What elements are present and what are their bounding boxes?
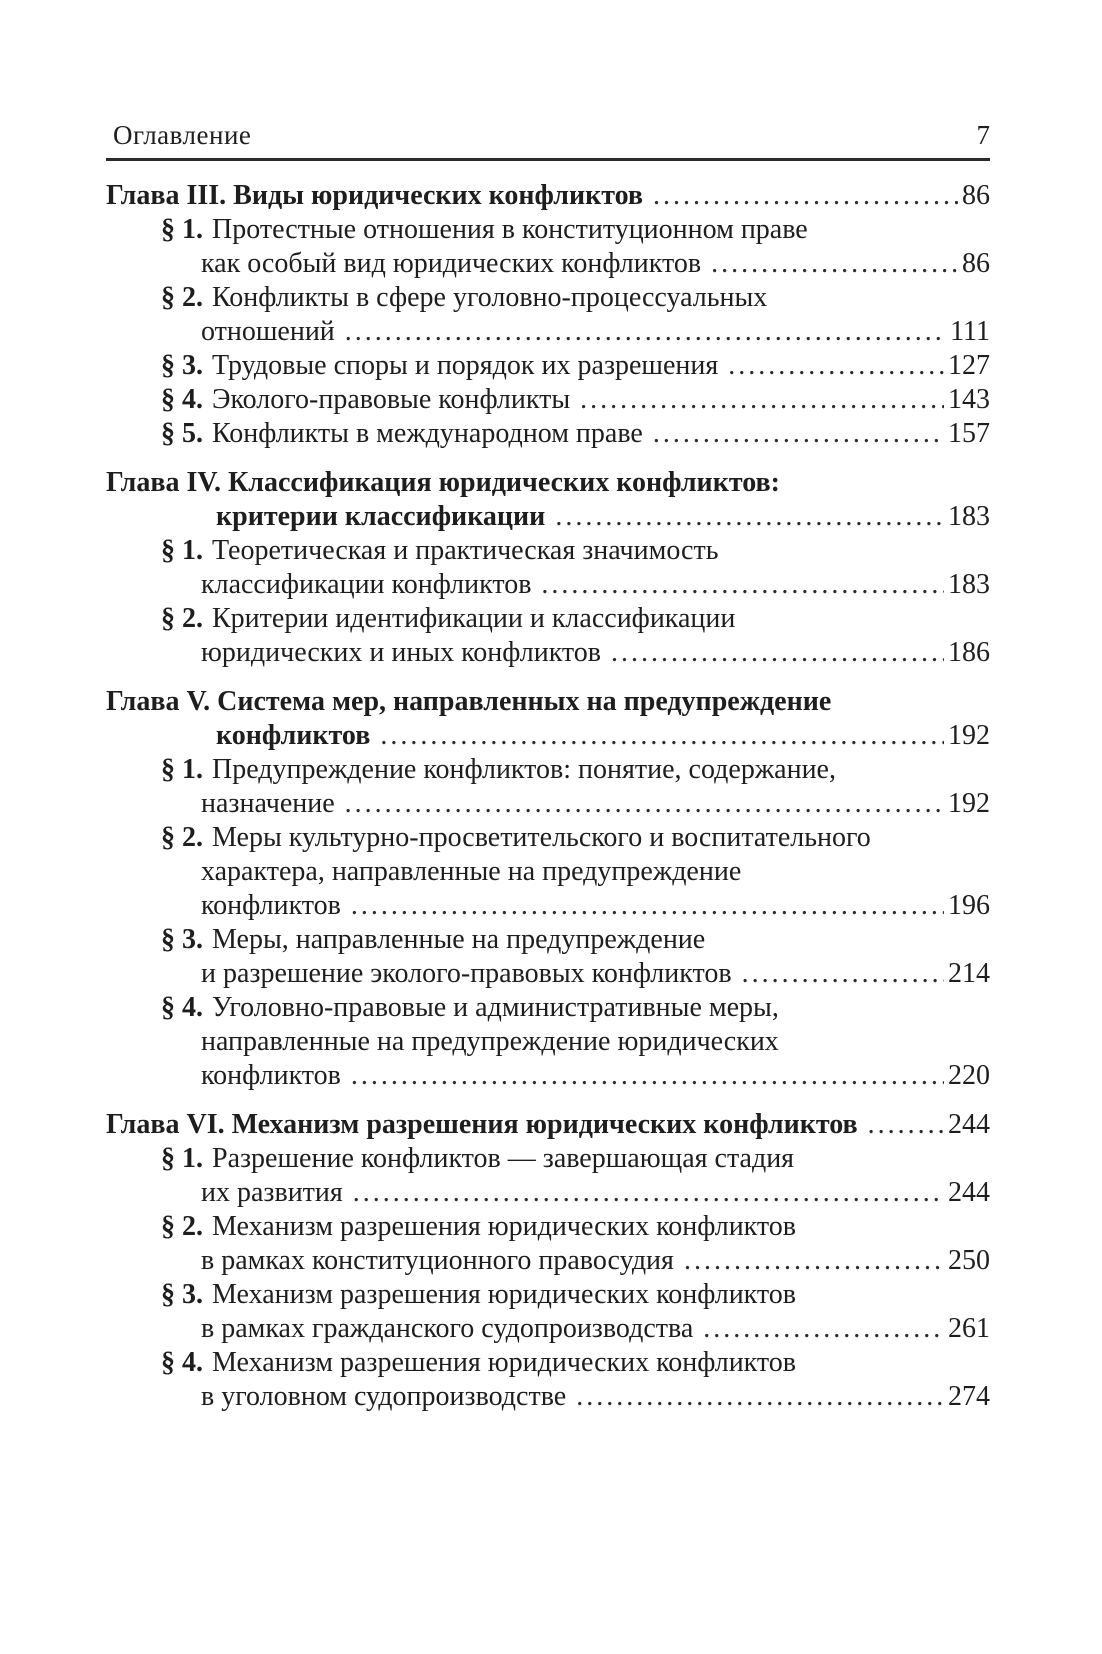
- toc-entry: [106, 753, 990, 821]
- toc-line-text: Меры, направленные на предупреждение: [212, 924, 706, 955]
- toc-entry: [106, 991, 990, 1093]
- page-header: [106, 118, 990, 152]
- toc-line-text: Уголовно-правовые и административные меры,: [212, 992, 779, 1023]
- toc-line-text: Меры культурно-просветительского и воспитательного: [212, 822, 871, 853]
- toc-page-number: 274: [948, 1381, 990, 1412]
- toc-line-text: в уголовном судопроизводстве: [201, 1381, 567, 1412]
- toc-line-text: конфликтов: [201, 1060, 341, 1091]
- toc-entry: [106, 602, 990, 670]
- section-marker: § 4.: [161, 1347, 203, 1378]
- section-marker: § 5.: [161, 418, 203, 449]
- section-marker: § 1.: [161, 214, 203, 245]
- toc-line-text: Механизм разрешения юридических конфликтов: [212, 1279, 796, 1310]
- toc-entry: [106, 417, 990, 451]
- dot-leader: [703, 1312, 944, 1346]
- toc-line-text: Предупреждение конфликтов: понятие, содержание,: [212, 754, 836, 785]
- running-title: Оглавление: [113, 120, 252, 150]
- toc-line-text: Критерии идентификации и классификации: [212, 603, 736, 634]
- toc-line: [106, 991, 990, 1025]
- dot-leader: [345, 315, 946, 349]
- section-marker: § 1.: [161, 754, 203, 785]
- header-page-number: 7: [976, 120, 990, 150]
- toc-line: [106, 957, 990, 991]
- dot-leader: [728, 349, 944, 383]
- toc-line-text: Трудовые споры и порядок их разрешения: [212, 350, 719, 381]
- toc-line-text: Глава IV. Классификация юридических конфликтов:: [106, 467, 780, 498]
- toc-page-number: 127: [948, 350, 990, 381]
- dot-leader: [653, 417, 944, 451]
- toc-line-text: направленные на предупреждение юридических: [201, 1026, 779, 1057]
- toc-line-text: характера, направленные на предупреждение: [201, 856, 742, 887]
- toc-line: [106, 602, 990, 636]
- toc-page-number: 196: [948, 890, 990, 921]
- toc-entry: [106, 349, 990, 383]
- toc-line-text: Конфликты в сфере уголовно-процессуальных: [212, 282, 768, 313]
- dot-leader: [611, 636, 944, 670]
- section-marker: § 2.: [161, 822, 203, 853]
- toc-line: [106, 534, 990, 568]
- toc-entry: [106, 685, 990, 753]
- toc-page-number: 261: [948, 1313, 990, 1344]
- toc-line: [106, 179, 990, 213]
- toc-page-number: 86: [962, 180, 990, 211]
- toc-line-text: Глава III. Виды юридических конфликтов: [106, 180, 644, 211]
- toc-entry: [106, 281, 990, 349]
- toc-line: [106, 247, 990, 281]
- toc-line: [106, 349, 990, 383]
- dot-leader: [868, 1108, 944, 1142]
- dot-leader: [653, 179, 958, 213]
- toc-entry: [106, 179, 990, 213]
- toc-line-text: Конфликты в международном праве: [212, 418, 643, 449]
- toc-line: [106, 466, 990, 500]
- toc-line-text: юридических и иных конфликтов: [201, 637, 602, 668]
- toc-line-text: Протестные отношения в конституционном праве: [212, 214, 808, 245]
- toc-entry: [106, 213, 990, 281]
- toc-page-number: 183: [948, 569, 990, 600]
- toc-line-text: Теоретическая и практическая значимость: [212, 535, 719, 566]
- toc-line-text: Механизм разрешения юридических конфликтов: [212, 1211, 796, 1242]
- toc-line: [106, 1025, 990, 1059]
- toc-line: [106, 787, 990, 821]
- toc-entry: [106, 1210, 990, 1278]
- section-marker: § 1.: [161, 1143, 203, 1174]
- toc-page-number: 157: [948, 418, 990, 449]
- dot-leader: [711, 247, 958, 281]
- dot-leader: [380, 719, 944, 753]
- toc-line: [106, 855, 990, 889]
- toc-line: [106, 685, 990, 719]
- toc-line-text: критерии классификации: [216, 501, 546, 532]
- toc-line: [106, 213, 990, 247]
- toc-line: [106, 1346, 990, 1380]
- dot-leader: [353, 1176, 944, 1210]
- toc-page-number: 143: [948, 384, 990, 415]
- toc-line: [106, 1312, 990, 1346]
- toc-line-text: в рамках конституционного правосудия: [201, 1245, 674, 1276]
- toc-entry: [106, 821, 990, 923]
- toc-line: [106, 1210, 990, 1244]
- dot-leader: [541, 568, 944, 602]
- toc-line-text: в рамках гражданского судопроизводства: [201, 1313, 694, 1344]
- toc-line: [106, 315, 990, 349]
- dot-leader: [555, 500, 944, 534]
- toc-page-number: 192: [948, 788, 990, 819]
- toc-line-text: назначение: [201, 788, 335, 819]
- section-marker: § 3.: [161, 350, 203, 381]
- toc-line: [106, 1059, 990, 1093]
- section-marker: § 4.: [161, 384, 203, 415]
- toc-entry: [106, 534, 990, 602]
- toc-line-text: отношений: [201, 316, 335, 347]
- toc-entry: [106, 1278, 990, 1346]
- toc-page-number: 111: [950, 316, 990, 347]
- toc-line-text: Разрешение конфликтов — завершающая стадия: [212, 1143, 795, 1174]
- toc-line: [106, 719, 990, 753]
- page-content: [106, 118, 990, 1414]
- dot-leader: [684, 1244, 944, 1278]
- toc-line: [106, 1380, 990, 1414]
- toc-line-text: как особый вид юридических конфликтов: [201, 248, 702, 279]
- toc-line-text: и разрешение эколого-правовых конфликтов: [201, 958, 732, 989]
- toc-line-text: классификации конфликтов: [201, 569, 532, 600]
- toc-line-text: Глава VI. Механизм разрешения юридических конфликтов: [106, 1109, 858, 1140]
- dot-leader: [351, 1059, 944, 1093]
- toc-page-number: 214: [948, 958, 990, 989]
- toc-line: [106, 753, 990, 787]
- toc-line: [106, 636, 990, 670]
- toc-line: [106, 500, 990, 534]
- toc-line: [106, 889, 990, 923]
- section-marker: § 2.: [161, 1211, 203, 1242]
- toc-line: [106, 1142, 990, 1176]
- toc-page-number: 183: [948, 501, 990, 532]
- section-marker: § 3.: [161, 924, 203, 955]
- toc-entry: [106, 1108, 990, 1142]
- toc-entry: [106, 466, 990, 534]
- section-marker: § 1.: [161, 535, 203, 566]
- toc-line: [106, 281, 990, 315]
- toc-entry: [106, 383, 990, 417]
- toc-page-number: 86: [962, 248, 990, 279]
- dot-leader: [580, 383, 944, 417]
- toc-line: [106, 1278, 990, 1312]
- toc-line: [106, 383, 990, 417]
- toc-page-number: 192: [948, 720, 990, 751]
- toc-line: [106, 821, 990, 855]
- toc-line: [106, 568, 990, 602]
- toc-page-number: 186: [948, 637, 990, 668]
- toc-page-number: 220: [948, 1060, 990, 1091]
- toc-line-text: их развития: [201, 1177, 343, 1208]
- dot-leader: [576, 1380, 944, 1414]
- toc-line-text: Глава V. Система мер, направленных на предупреждение: [106, 686, 832, 717]
- toc-entry: [106, 923, 990, 991]
- dot-leader: [742, 957, 944, 991]
- toc-line: [106, 1108, 990, 1142]
- toc-entry: [106, 1346, 990, 1414]
- toc-line: [106, 417, 990, 451]
- section-marker: § 4.: [161, 992, 203, 1023]
- section-marker: § 2.: [161, 603, 203, 634]
- toc-line: [106, 1176, 990, 1210]
- toc-line-text: Механизм разрешения юридических конфликтов: [212, 1347, 796, 1378]
- dot-leader: [345, 787, 944, 821]
- toc-line: [106, 1244, 990, 1278]
- section-marker: § 3.: [161, 1279, 203, 1310]
- toc-line-text: конфликтов: [216, 720, 371, 751]
- toc-line: [106, 923, 990, 957]
- dot-leader: [351, 889, 944, 923]
- toc-page-number: 244: [948, 1109, 990, 1140]
- toc-page-number: 250: [948, 1245, 990, 1276]
- toc-list: [106, 161, 990, 1414]
- toc-line-text: Эколого-правовые конфликты: [212, 384, 571, 415]
- section-marker: § 2.: [161, 282, 203, 313]
- toc-page-number: 244: [948, 1177, 990, 1208]
- toc-entry: [106, 1142, 990, 1210]
- toc-line-text: конфликтов: [201, 890, 341, 921]
